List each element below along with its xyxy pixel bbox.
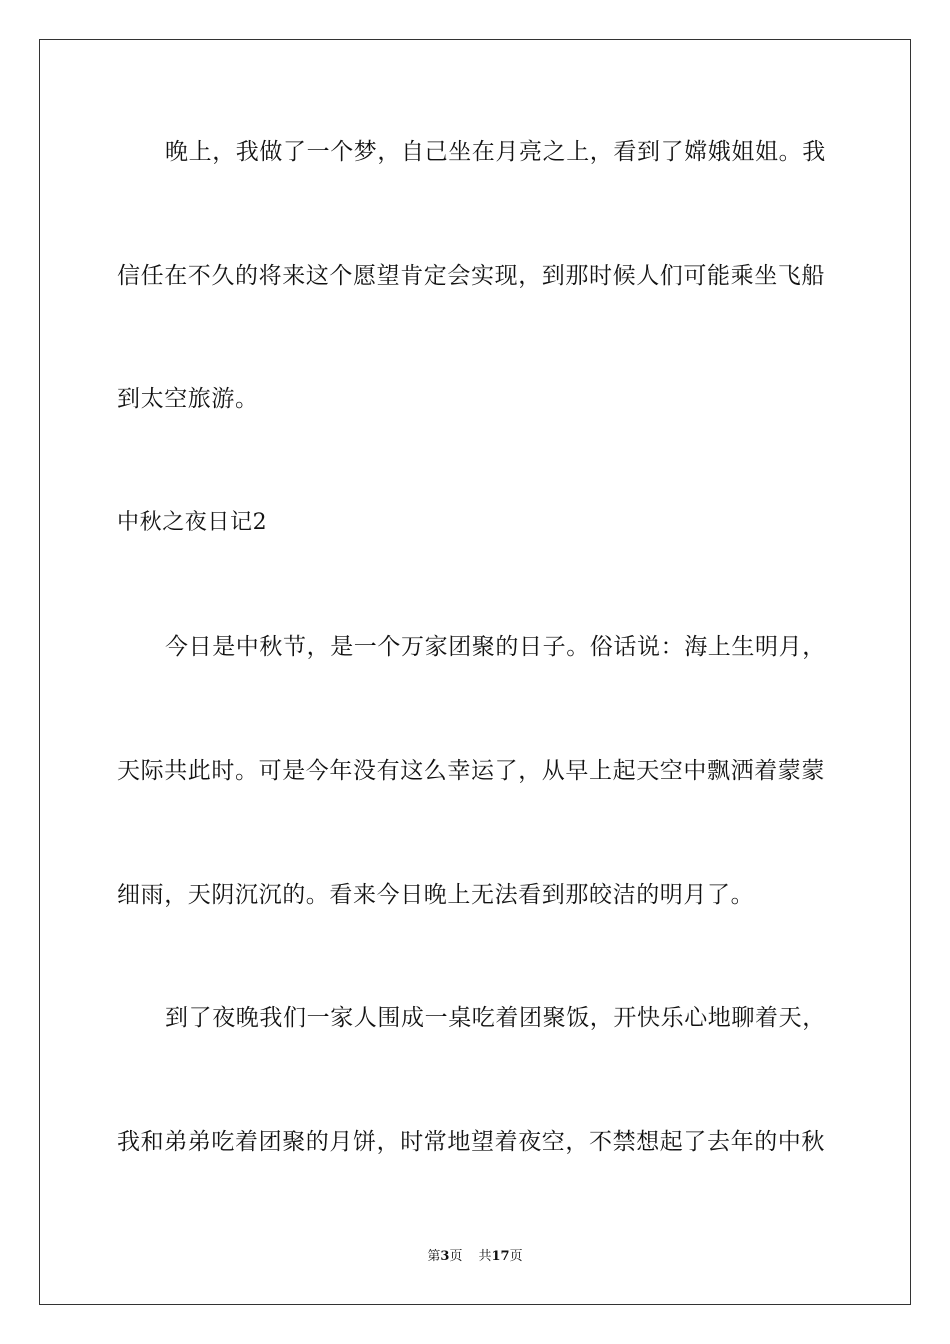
section-heading: 中秋之夜日记2 xyxy=(117,510,268,535)
total-prefix: 共 xyxy=(478,1249,492,1264)
paragraph-1-line-2: 信任在不久的将来这个愿望肯定会实现，到那时候人们可能乘坐飞船 xyxy=(117,263,825,289)
total-pages: 17 xyxy=(491,1249,510,1264)
page-prefix: 第 xyxy=(427,1249,441,1264)
page-footer xyxy=(0,1248,950,1266)
paragraph-2-line-1: 今日是中秋节，是一个万家团聚的日子。俗话说：海上生明月， xyxy=(165,634,826,660)
page-suffix: 页 xyxy=(449,1249,463,1264)
page-frame xyxy=(39,39,911,1305)
paragraph-1-line-3: 到太空旅游。 xyxy=(117,386,259,412)
paragraph-3-line-1: 到了夜晚我们一家人围成一桌吃着团聚饭，开快乐心地聊着天， xyxy=(165,1005,826,1031)
page-number: 3 xyxy=(440,1249,450,1264)
paragraph-3-line-2: 我和弟弟吃着团聚的月饼，时常地望着夜空，不禁想起了去年的中秋 xyxy=(117,1129,825,1155)
total-suffix: 页 xyxy=(509,1249,523,1264)
paragraph-2-line-2: 天际共此时。可是今年没有这么幸运了，从早上起天空中飘洒着蒙蒙 xyxy=(117,758,825,784)
paragraph-1-line-1: 晚上，我做了一个梦，自己坐在月亮之上，看到了嫦娥姐姐。我 xyxy=(165,139,826,165)
paragraph-2-line-3: 细雨，天阴沉沉的。看来今日晚上无法看到那皎洁的明月了。 xyxy=(117,882,755,908)
